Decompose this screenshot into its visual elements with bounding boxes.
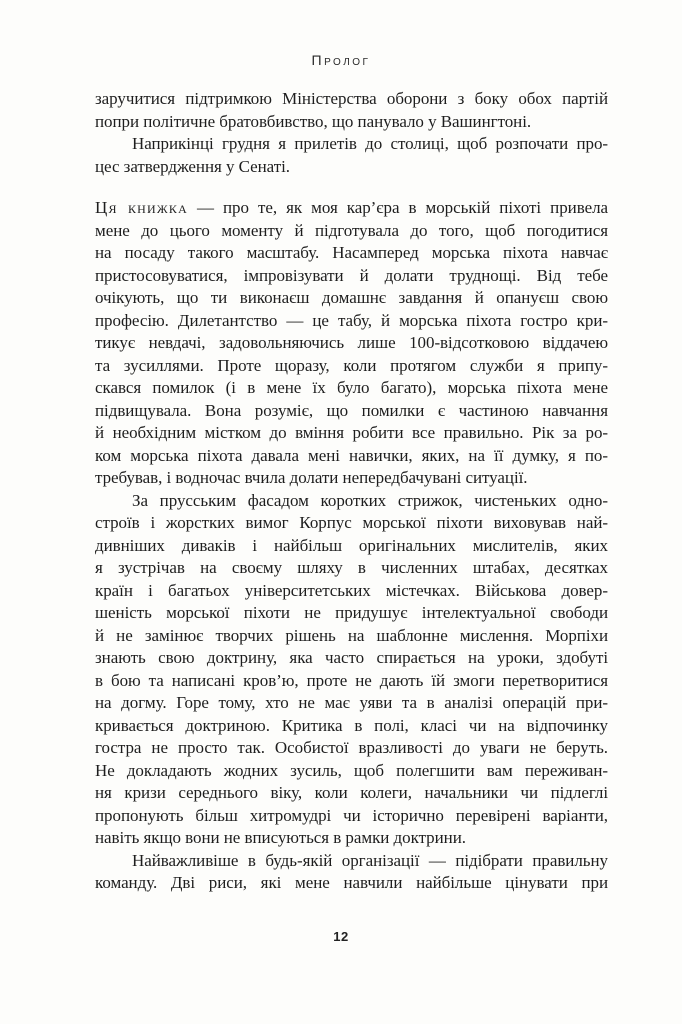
paragraph-this-book — [95, 197, 608, 490]
text-line: пропонують більш хитромудрі чи історично перевірені варіанти, — [95, 805, 608, 825]
text-line: в бою та написані кров’ю, проте не дають їй змоги перетворитися — [95, 670, 608, 690]
lead-smallcaps: Ця книжка — [95, 198, 188, 217]
text-line: тикує невдачі, задовольняючись лише 100-відсотковою віддачею — [95, 333, 608, 352]
text-line: Найважливіше в будь-якій організації — підібрати правильну — [132, 850, 608, 870]
text-line: ком морська піхота давала мені навички, яких, на її думку, я по- — [95, 445, 608, 465]
text-line: кривається доктриною. Критика в полі, класі чи на відпочинку — [95, 715, 608, 735]
line-text: — про те, як моя кар’єра в морській піхоті привела — [187, 198, 608, 217]
text-line: на догму. Горе тому, хто не має уяви та в аналізі операцій при- — [95, 693, 608, 712]
text-line: За прусським фасадом коротких стрижок, чистеньких одно- — [132, 490, 608, 510]
running-header: Пролог — [311, 52, 371, 68]
text-line: Не докладають жодних зусиль, щоб полегшити вам переживан- — [95, 760, 608, 780]
paragraph-december — [95, 133, 608, 178]
page-number: 12 — [333, 929, 349, 944]
text-line: та зусиллями. Проте щоразу, коли протягом служби я припу- — [95, 355, 608, 375]
text-block — [95, 88, 608, 895]
text-line: знають свою доктрину, яка часто спирається на уроки, здобуті — [95, 648, 608, 667]
text-line: я зустрічав на своєму шляху в численних штабах, десятках — [95, 558, 608, 577]
text-line: й необхідним містком до вміння робити все правильно. Рік за ро- — [95, 423, 608, 442]
text-line: команду. Дві риси, які мене навчили найбільше цінувати при — [95, 873, 608, 892]
text-line: попри політичне братовбивство, що панувало у Вашингтоні. — [95, 111, 532, 131]
text-line: на посаду такого масштабу. Насамперед морська піхота навчає — [95, 243, 608, 262]
text-line: ня кризи середнього віку, коли колеги, начальники чи підлеглі — [95, 783, 608, 802]
paragraph-this-book-rest — [95, 220, 608, 490]
text-line: требував, і водночас вчила долати непередбачувані ситуації. — [95, 468, 528, 487]
text-line: пристосовуватися, імпровізувати й долати труднощі. Від тебе — [95, 265, 608, 285]
text-line: строїв і жорстких вимог Корпус морської піхоти виховував най- — [95, 513, 608, 532]
paragraph-continuation — [95, 88, 608, 133]
text-line: шеність морської піхоти не придушує інтелектуальної свободи — [95, 603, 608, 622]
text-line: й не замінює творчих рішень на шаблонне мислення. Морпіхи — [95, 625, 608, 645]
text-line: професію. Дилетантство — це табу, й морська піхота гостро кри- — [95, 310, 608, 330]
paragraph-team — [95, 850, 608, 895]
text-line — [95, 197, 608, 220]
text-line: скався помилок (і в мене їх було багато), морська піхота мене — [95, 378, 608, 397]
text-line: дивніших диваків і найбільш оригінальних мислителів, яких — [95, 535, 608, 555]
text-line: цес затвердження у Сенаті. — [95, 156, 290, 176]
text-line: заручитися підтримкою Міністерства оборони з боку обох партій — [95, 89, 608, 108]
text-line: Наприкінці грудня я прилетів до столиці, щоб розпочати про- — [132, 134, 608, 153]
text-line: очікують, що ти виконаєш домашнє завдання й опануєш свою — [95, 288, 608, 307]
text-line: підвищувала. Вона розуміє, що помилки є частиною навчання — [95, 400, 608, 420]
text-line: мене до цього моменту й підготувала до того, щоб погодитися — [95, 220, 608, 240]
text-line: гостра не просто так. Особистої вразливості до уваги не беруть. — [95, 738, 608, 757]
paragraph-prussian — [95, 490, 608, 850]
text-line: навіть якщо вони не вписуються в рамки доктрини. — [95, 828, 466, 847]
text-line: країн і багатьох університетських містечках. Військова довер- — [95, 580, 608, 600]
